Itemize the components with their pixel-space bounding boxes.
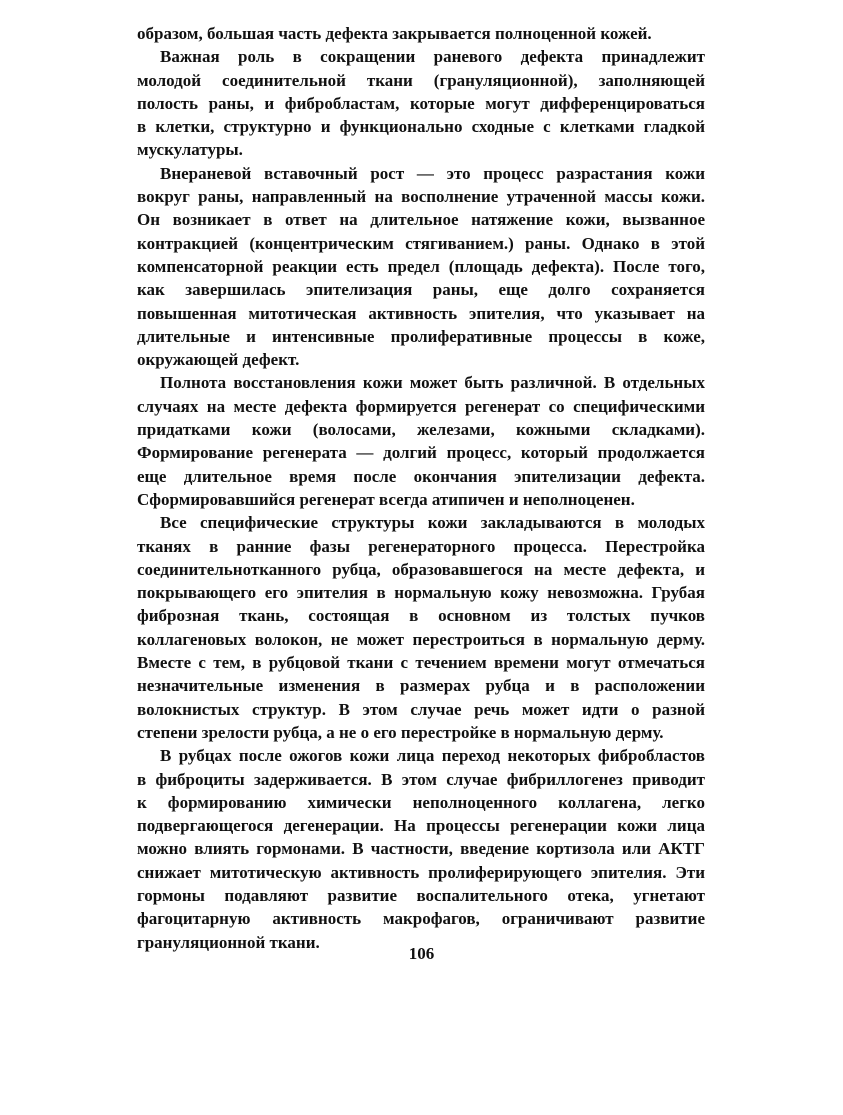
text-line: фиброзная ткань, состоящая в основном из толстых пучков	[137, 606, 705, 626]
text-line: снижает митотическую активность пролиферирующего эпителия. Эти	[137, 862, 705, 882]
page-body	[137, 22, 705, 954]
text-line: еще длительное время после окончания эпителизации дефекта.	[137, 466, 705, 486]
text-line: Полнота восстановления кожи может быть различной. В отдельных	[160, 373, 705, 393]
text-line: Он возникает в ответ на длительное натяжение кожи, вызванное	[137, 210, 705, 230]
text-line: Все специфические структуры кожи закладываются в молодых	[160, 513, 705, 533]
paragraph	[137, 511, 705, 744]
text-line: Важная роль в сокращении раневого дефекта принадлежит	[160, 47, 705, 67]
text-line: контракцией (концентрическим стягиванием.) раны. Однако в этой	[137, 233, 705, 253]
text-line: Вместе с тем, в рубцовой ткани с течением времени могут отмечаться	[137, 653, 705, 673]
paragraph	[137, 45, 705, 161]
text-line: можно влиять гормонами. В частности, введение кортизола или АКТГ	[137, 839, 705, 859]
text-line: тканях в ранние фазы регенераторного процесса. Перестройка	[137, 536, 705, 556]
paragraph	[137, 162, 705, 372]
text-line: придатками кожи (волосами, железами, кожными складками).	[137, 420, 705, 440]
text-line: мускулатуры.	[137, 140, 243, 160]
text-line: полость раны, и фибробластам, которые могут дифференцироваться	[137, 93, 705, 113]
paragraph	[137, 22, 705, 45]
text-line: вокруг раны, направленный на восполнение утраченной массы кожи.	[137, 187, 705, 207]
text-line: Формирование регенерата — долгий процесс, который продолжается	[137, 443, 705, 463]
text-line: покрывающего его эпителия в нормальную кожу невозможна. Грубая	[137, 583, 705, 603]
text-line: волокнистых структур. В этом случае речь может идти о разной	[137, 699, 705, 719]
text-line: длительные и интенсивные пролиферативные процессы в коже,	[137, 326, 705, 346]
text-line: образом, большая часть дефекта закрывается полноценной кожей.	[137, 24, 652, 43]
text-line: грануляционной ткани.	[137, 932, 320, 952]
text-line: Внераневой вставочный рост — это процесс разрастания кожи	[160, 163, 705, 183]
text-line: в фиброциты задерживается. В этом случае фибриллогенез приводит	[137, 769, 705, 789]
text-line: молодой соединительной ткани (грануляционной), заполняющей	[137, 70, 705, 90]
text-line: В рубцах после ожогов кожи лица переход некоторых фибробластов	[160, 746, 705, 766]
page-number: 106	[408, 944, 435, 963]
text-line: окружающей дефект.	[137, 350, 300, 370]
text-line: гормоны подавляют развитие воспалительного отека, угнетают	[137, 885, 705, 905]
text-line: подвергающегося дегенерации. На процессы регенерации кожи лица	[137, 816, 705, 836]
paragraph	[137, 371, 705, 511]
text-line: к формированию химически неполноценного коллагена, легко	[137, 792, 705, 812]
paragraph	[137, 744, 705, 954]
text-line: как завершилась эпителизация раны, еще долго сохраняется	[137, 280, 705, 300]
text-line: Сформировавшийся регенерат всегда атипичен и неполноценен.	[137, 489, 635, 509]
text-line: фагоцитарную активность макрофагов, ограничивают развитие	[137, 909, 705, 929]
text-line: случаях на месте дефекта формируется регенерат со специфическими	[137, 396, 705, 416]
text-line: коллагеновых волокон, не может перестроиться в нормальную дерму.	[137, 629, 705, 649]
text-line: повышенная митотическая активность эпителия, что указывает на	[137, 303, 705, 323]
text-line: незначительные изменения в размерах рубца и в расположении	[137, 676, 705, 696]
text-line: в клетки, структурно и функционально сходные с клетками гладкой	[137, 117, 705, 137]
text-line: компенсаторной реакции есть предел (площадь дефекта). После того,	[137, 256, 705, 276]
text-line: соединительнотканного рубца, образовавшегося на месте дефекта, и	[137, 559, 705, 579]
text-line: степени зрелости рубца, а не о его перестройке в нормальную дерму.	[137, 722, 664, 742]
